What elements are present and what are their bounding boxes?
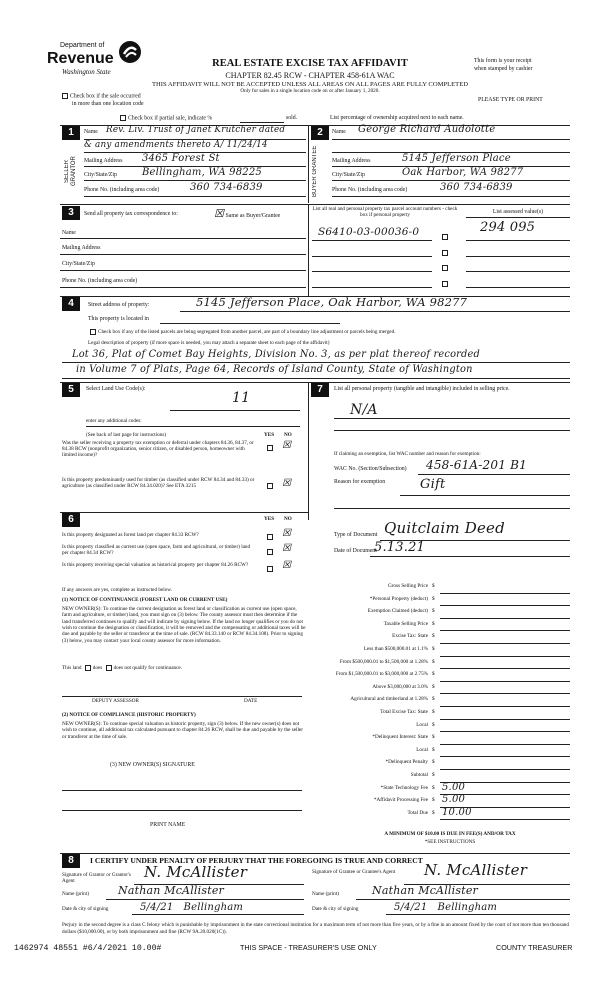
multi-location-checkbox-label[interactable] <box>60 93 141 100</box>
tax-row-line <box>440 706 570 707</box>
tax-row <box>316 670 570 683</box>
tax-row-line <box>440 756 570 757</box>
sec3-phone-label: Phone No. (including area code) <box>62 278 138 284</box>
tax-row-value[interactable]: 5.00 <box>442 794 466 806</box>
assessed-header: List assessed value(s) <box>492 209 544 215</box>
minimum-due-note: A MINIMUM OF $10.00 IS DUE IN FEE(S) AND/OR TAX <box>384 831 516 837</box>
tax-row-line <box>440 693 570 694</box>
does-not-checkbox[interactable] <box>106 665 112 671</box>
sec3-city-label: City/State/Zip <box>62 261 95 267</box>
perjury-statement: Perjury in the second degree is a class C felony which is punishable by imprisonment in the state correctional institution for a maximum term of not more than five years, or by a fine in an amount fixed by the court of not more than ten thousand dollars ($10,000.00), or by both imprisonment and fine (RCW 9A.20.020(1C)). <box>62 922 569 935</box>
certify-statement: I CERTIFY UNDER PENALTY OF PERJURY THAT THE FOREGOING IS TRUE AND CORRECT <box>90 856 423 865</box>
section-1-number: 1 <box>62 126 80 140</box>
doc-type-label: Type of Document <box>334 532 378 538</box>
seller-city-label: City/State/Zip <box>84 172 117 178</box>
street-address-label: Street address of property: <box>88 302 150 308</box>
sec6-yes-header: YES <box>264 516 275 522</box>
tax-row-line <box>440 819 570 820</box>
section-2-number: 2 <box>311 126 329 140</box>
tax-row <box>316 721 570 734</box>
treasurer-space: THIS SPACE - TREASURER'S USE ONLY <box>240 943 377 952</box>
continuance-title: (1) NOTICE OF CONTINUANCE (FOREST LAND OR CURRENT USE) <box>62 597 228 603</box>
tax-row-line <box>440 731 570 732</box>
tax-row-currency: $ <box>432 696 435 703</box>
tax-row-label: *Delinquent Interest: State <box>372 734 428 741</box>
doc-date-label: Date of Document <box>334 548 377 554</box>
tax-row-line <box>440 643 570 644</box>
wac-number-field[interactable]: 458-61A-201 B1 <box>426 458 527 472</box>
buyer-name-field[interactable]: George Richard Audolotte <box>358 124 496 135</box>
sec6-question-1: Is this property designated as forest land per chapter 84.33 RCW? <box>62 532 199 538</box>
does-label: does <box>92 665 103 672</box>
sec3-name-label: Name <box>62 230 76 236</box>
dept-line3: Washington State <box>62 68 111 76</box>
tax-row-label: Exemption Claimed (deduct) <box>367 608 428 615</box>
sec6-question-2: Is this property classified as current use (open space, farm and agricultural, or timber) land per chapter 84.34 RCW? <box>62 544 251 556</box>
grantor-signature-field[interactable]: N. McAllister <box>144 863 248 881</box>
segregated-label: Check box if any of the listed parcels are being segregated from another parcel, are part of a boundary line adjustment or parcels being merged. <box>98 329 396 336</box>
tax-row-label: Total Due <box>407 809 428 816</box>
reason-label: Reason for exemption <box>334 479 386 485</box>
buyer-name-label: Name <box>332 129 346 135</box>
sec6-q2-yes-checkbox[interactable] <box>265 548 275 555</box>
sec6-question-3: Is this property receiving special valuation as historical property per chapter 84.26 RCW? <box>62 562 249 568</box>
grantor-name-field[interactable]: Nathan McAllister <box>118 884 224 897</box>
parcel-personal-checkbox-3[interactable] <box>440 264 450 271</box>
buyer-city-label: City/State/Zip <box>332 172 365 178</box>
buyer-phone-field[interactable]: 360 734-6839 <box>440 182 513 193</box>
grantor-name-label: Name (print) <box>62 891 89 897</box>
tax-row <box>316 645 570 658</box>
sec6-q2-no-checked-icon[interactable]: ☒ <box>282 543 292 554</box>
grantor-date-label: Date & city of signing <box>62 906 109 912</box>
legal-description-line-1[interactable]: Lot 36, Plat of Comet Bay Heights, Division No. 3, as per plat thereof recorded <box>72 349 481 360</box>
sec5-yes-header: YES <box>264 432 275 438</box>
tax-row-currency: $ <box>432 784 435 791</box>
sec6-q3-no-checked-icon[interactable]: ☒ <box>282 560 292 571</box>
sec5-q2-yes-checkbox[interactable] <box>265 482 275 489</box>
tax-row-currency: $ <box>432 671 435 678</box>
tax-row-currency: $ <box>432 646 435 652</box>
tax-row-value[interactable]: 5.00 <box>442 781 466 793</box>
tax-row-label: Gross Selling Price <box>387 583 428 589</box>
please-type: PLEASE TYPE OR PRINT <box>478 97 543 103</box>
sec5-question-2: Is this property predominantly used for timber (as classified under RCW 84.34 and 84.33) or agriculture (as classified under RCW 84.34.020)? See ETA 3215 <box>62 477 255 489</box>
personal-property-field[interactable]: N/A <box>350 402 378 418</box>
tax-row <box>316 695 570 708</box>
seller-mailing-field[interactable]: 3465 Forest St <box>142 153 220 164</box>
continuance-body: NEW OWNER(S): To continue the current designation as forest land or classification as current use (open space, farm and agriculture, or timber) land, you must sign on (3) below. The county assessor must then determine if the land transferred continues to qualify and will indicate by signing below. If the land no longer qualifies or you do not wish to continue the designation or classification, it will be removed and the compensating or additional taxes will be due and payable by the seller or transferor at the time of sale. (RCW 84.33.140 or RCW 84.34.108). Prior to signing (3) below, you may contact your local county assessor for more information. <box>62 606 306 644</box>
same-as-buyer-row[interactable] <box>214 208 280 221</box>
additional-codes-label: enter any additional codes: <box>86 418 142 424</box>
tax-row-label: Taxable Selling Price <box>383 620 428 627</box>
section-4-number: 4 <box>62 297 80 311</box>
tax-row-label: Above $3,000,000 at 3.0% <box>372 683 428 690</box>
multi-location-text-2: in more than one location code <box>72 101 144 107</box>
sec5-q1-yes-checkbox[interactable] <box>265 444 275 451</box>
parcel-number-field[interactable]: S6410-03-00036-0 <box>318 226 420 238</box>
seller-phone-label: Phone No. (including area code) <box>84 187 160 193</box>
does-not-label: does not qualify for continuance. <box>113 665 182 672</box>
tax-row-label: From $500,000.01 to $1,500,000 at 1.28% <box>339 658 428 665</box>
tax-row-currency: $ <box>432 772 435 778</box>
reason-field[interactable]: Gift <box>420 477 446 492</box>
tax-row-label: Excise Tax: State <box>392 633 428 640</box>
deputy-assessor-label: DEPUTY ASSESSOR <box>92 698 139 704</box>
grantee-name-field[interactable]: Nathan McAllister <box>372 884 478 897</box>
seller-name-field[interactable]: Rev. Liv. Trust of Janet Krutcher dated <box>106 125 286 135</box>
sold-label: sold. <box>286 115 298 121</box>
does-checkbox[interactable] <box>85 665 91 671</box>
tax-row <box>316 683 570 696</box>
sec5-q1-no-checked-icon[interactable]: ☒ <box>282 440 292 451</box>
tax-row-label: *Affidavit Processing Fee <box>373 797 428 804</box>
doc-date-field[interactable]: 5.13.21 <box>374 540 426 555</box>
tax-row-label: *Personal Property (deduct) <box>369 595 428 602</box>
parcel-personal-checkbox-4[interactable] <box>440 280 450 287</box>
new-owner-signature-label: (3) NEW OWNER(S) SIGNATURE <box>110 762 195 768</box>
tax-row-line <box>440 719 570 720</box>
form-note: Only for sales in a single location code on or after January 1, 2020. <box>240 88 380 94</box>
segregated-checkbox[interactable] <box>90 329 96 335</box>
seller-mailing-label: Mailing Address <box>84 158 123 164</box>
tax-row-currency: $ <box>432 608 435 615</box>
tax-row-currency: $ <box>432 633 435 640</box>
section-8-number: 8 <box>62 854 80 868</box>
sec6-q3-yes-checkbox[interactable] <box>265 565 275 572</box>
receipt-note-1: This form is your receipt <box>474 58 532 64</box>
buyer-city-field[interactable]: Oak Harbor, WA 98277 <box>402 167 524 178</box>
dept-logo-text: Revenue <box>47 50 114 67</box>
tax-row-label: Subtotal <box>410 772 428 778</box>
dept-line1: Department of <box>60 42 105 49</box>
buyer-mailing-label: Mailing Address <box>332 158 371 164</box>
tax-row <box>316 658 570 671</box>
tax-row-currency: $ <box>432 595 435 602</box>
same-as-buyer-label: Same as Buyer/Grantee <box>225 213 281 219</box>
historic-title: (2) NOTICE OF COMPLIANCE (HISTORIC PROPERTY) <box>62 712 196 718</box>
tax-row-line <box>440 769 570 770</box>
legal-description-line-2[interactable]: in Volume 7 of Plats, Page 64, Records of Island County, State of Washington <box>76 364 473 375</box>
sec3-correspondence-label: Send all property tax correspondence to: <box>84 211 178 217</box>
seller-name-field-2[interactable]: & any amendments thereto A/ 11/24/14 <box>84 140 268 150</box>
section-7-number: 7 <box>311 383 329 397</box>
tax-row-line <box>440 630 570 631</box>
sec3-mailing-label: Mailing Address <box>62 245 101 251</box>
tax-row-currency: $ <box>432 658 435 665</box>
seller-city-field[interactable]: Bellingham, WA 98225 <box>142 167 262 178</box>
section-3-number: 3 <box>62 206 80 220</box>
tax-row-label: Agricultural and timberland at 1.28% <box>350 696 428 703</box>
seller-phone-field[interactable]: 360 734-6839 <box>190 182 263 193</box>
form-title: REAL ESTATE EXCISE TAX AFFIDAVIT <box>212 58 408 69</box>
grantee-signature-field[interactable]: N. McAllister <box>424 861 528 879</box>
dept-logo-icon <box>118 40 142 64</box>
receipt-stamp: 1462974 48551 #6/4/2021 10.00# <box>14 944 162 953</box>
personal-property-label: List all personal property (tangible and intangible) included in selling price. <box>334 386 510 392</box>
sec5-question-1: Was the seller receiving a property tax exemption or deferral under chapters 84.36, 84.37, or 84.38 RCW (nonprofit organization, senior citizen, or disabled person, homeowner with limited income)? <box>62 440 254 458</box>
tax-row-currency: $ <box>432 797 435 804</box>
segregated-row[interactable] <box>88 329 568 336</box>
tax-row <box>316 746 570 759</box>
tax-row-line <box>440 618 570 619</box>
tax-row <box>316 708 570 721</box>
tax-row <box>316 806 570 822</box>
sec6-q1-yes-checkbox[interactable] <box>265 533 275 540</box>
tax-row-label: Total Excise Tax: State <box>380 709 428 715</box>
section-6-number: 6 <box>62 513 80 527</box>
tax-row <box>316 595 570 608</box>
land-use-label: Select Land Use Code(s): <box>86 386 146 392</box>
parcel-personal-checkbox-1[interactable] <box>440 233 450 240</box>
grantee-name-label: Name (print) <box>312 891 339 897</box>
tax-row-currency: $ <box>432 683 435 690</box>
sec5-q2-no-checked-icon[interactable]: ☒ <box>282 478 292 489</box>
same-as-buyer-check-icon[interactable]: ☒ <box>214 207 225 220</box>
tax-row <box>316 607 570 620</box>
tax-row-currency: $ <box>432 809 435 816</box>
grantor-signature-label: Signature of Grantor or Grantor's Agent <box>62 872 131 884</box>
buyer-side-label: BUYER GRANTEE <box>312 145 318 197</box>
partial-sale-label: Check box if partial sale, indicate % <box>128 115 213 122</box>
buyer-mailing-field[interactable]: 5145 Jefferson Place <box>402 153 511 164</box>
see-back-instructions: (See back of last page for instructions) <box>86 432 167 438</box>
tax-row-value[interactable]: 10.00 <box>442 806 472 818</box>
tax-row-line <box>440 744 570 745</box>
wac-label: WAC No. (Section/Subsection) <box>334 466 407 472</box>
tax-row-label: From $1,500,000.01 to $3,000,000 at 2.75% <box>335 671 428 678</box>
grantee-date-label: Date & city of signing <box>312 906 359 912</box>
multi-location-checkbox[interactable] <box>62 93 68 99</box>
tax-row-label: *Delinquent Penalty <box>385 759 428 766</box>
tax-row-line <box>440 668 570 669</box>
tax-row <box>316 733 570 746</box>
tax-row-label: *State Technology Fee <box>380 784 428 791</box>
land-use-code-field[interactable]: 11 <box>232 390 251 406</box>
historic-body: NEW OWNER(S): To continue special valuation as historic property, sign (3) below. If the new owner(s) does not wish to continue, all additional tax calculated pursuant to chapter 84.26 RCW, shall be due and payable by the seller or transferor at the time of sale. <box>62 721 303 740</box>
assessed-value-field[interactable]: 294 095 <box>480 220 536 235</box>
list-percentage: List percentage of ownership acquired next to each name. <box>330 115 464 121</box>
tax-row-currency: $ <box>432 746 435 753</box>
tax-row <box>316 582 570 595</box>
buyer-phone-label: Phone No. (including area code) <box>332 187 408 193</box>
tax-row-currency: $ <box>432 734 435 741</box>
tax-row-currency: $ <box>432 721 435 728</box>
tax-row-label: Local <box>416 746 428 753</box>
seller-side-label: SELLER GRANTOR <box>64 156 77 186</box>
grantee-signature-label: Signature of Grantee or Grantee's Agent <box>312 869 396 875</box>
tax-row-currency: $ <box>432 709 435 715</box>
tax-row-line <box>440 656 570 657</box>
tax-row-currency: $ <box>432 583 435 589</box>
sec5-no-header: NO <box>284 432 292 438</box>
exemption-label: If claiming an exemption, list WAC number and reason for exemption: <box>334 451 481 457</box>
print-name-label: PRINT NAME <box>150 822 186 828</box>
sec6-q1-no-checked-icon[interactable]: ☒ <box>282 528 292 539</box>
form-subtitle: CHAPTER 82.45 RCW - CHAPTER 458-61A WAC <box>225 71 395 80</box>
form-warning: THIS AFFIDAVIT WILL NOT BE ACCEPTED UNLESS ALL AREAS ON ALL PAGES ARE FULLY COMPLETED <box>152 81 468 88</box>
partial-sale-row[interactable] <box>118 115 212 122</box>
deputy-date-label: DATE <box>244 698 258 704</box>
tax-row-line <box>440 593 570 594</box>
tax-row <box>316 632 570 645</box>
tax-row-label: Local <box>416 721 428 728</box>
grantor-date-field[interactable]: 5/4/21 Bellingham <box>140 902 244 913</box>
tax-row-line <box>440 681 570 682</box>
sec6-no-header: NO <box>284 516 292 522</box>
receipt-note-2: when stamped by cashier <box>474 66 533 72</box>
tax-row <box>316 620 570 633</box>
section-5-number: 5 <box>62 383 80 397</box>
sec6-if-yes: If any answers are yes, complete as instructed below. <box>62 587 173 593</box>
tax-row-currency: $ <box>432 759 435 766</box>
tax-row-label: Less than $500,000.01 at 1.1% <box>363 646 428 652</box>
this-land-label: This land <box>62 665 82 672</box>
street-address-field[interactable]: 5145 Jefferson Place, Oak Harbor, WA 98277 <box>196 295 468 309</box>
doc-type-field[interactable]: Quitclaim Deed <box>384 519 505 537</box>
this-land-row <box>62 665 182 672</box>
multi-location-text: Check box if the sale occurred <box>70 93 141 100</box>
tax-row-currency: $ <box>432 620 435 627</box>
seller-name-label: Name <box>84 129 98 135</box>
tax-row <box>316 758 570 771</box>
located-in-label: This property is located in <box>88 316 149 322</box>
tax-row-line <box>440 605 570 606</box>
see-instructions-note: *SEE INSTRUCTIONS <box>424 839 476 845</box>
parcel-personal-checkbox-2[interactable] <box>440 249 450 256</box>
legal-description-label: Legal description of property (if more space is needed, you may attach a separate sheet to each page of the affidavit) <box>88 340 330 346</box>
partial-sale-checkbox[interactable] <box>120 115 126 121</box>
county-treasurer: COUNTY TREASURER <box>496 943 573 952</box>
parcel-header: List all real and personal property tax parcel account numbers - check box if personal property <box>312 206 458 218</box>
grantee-date-field[interactable]: 5/4/21 Bellingham <box>394 902 498 913</box>
